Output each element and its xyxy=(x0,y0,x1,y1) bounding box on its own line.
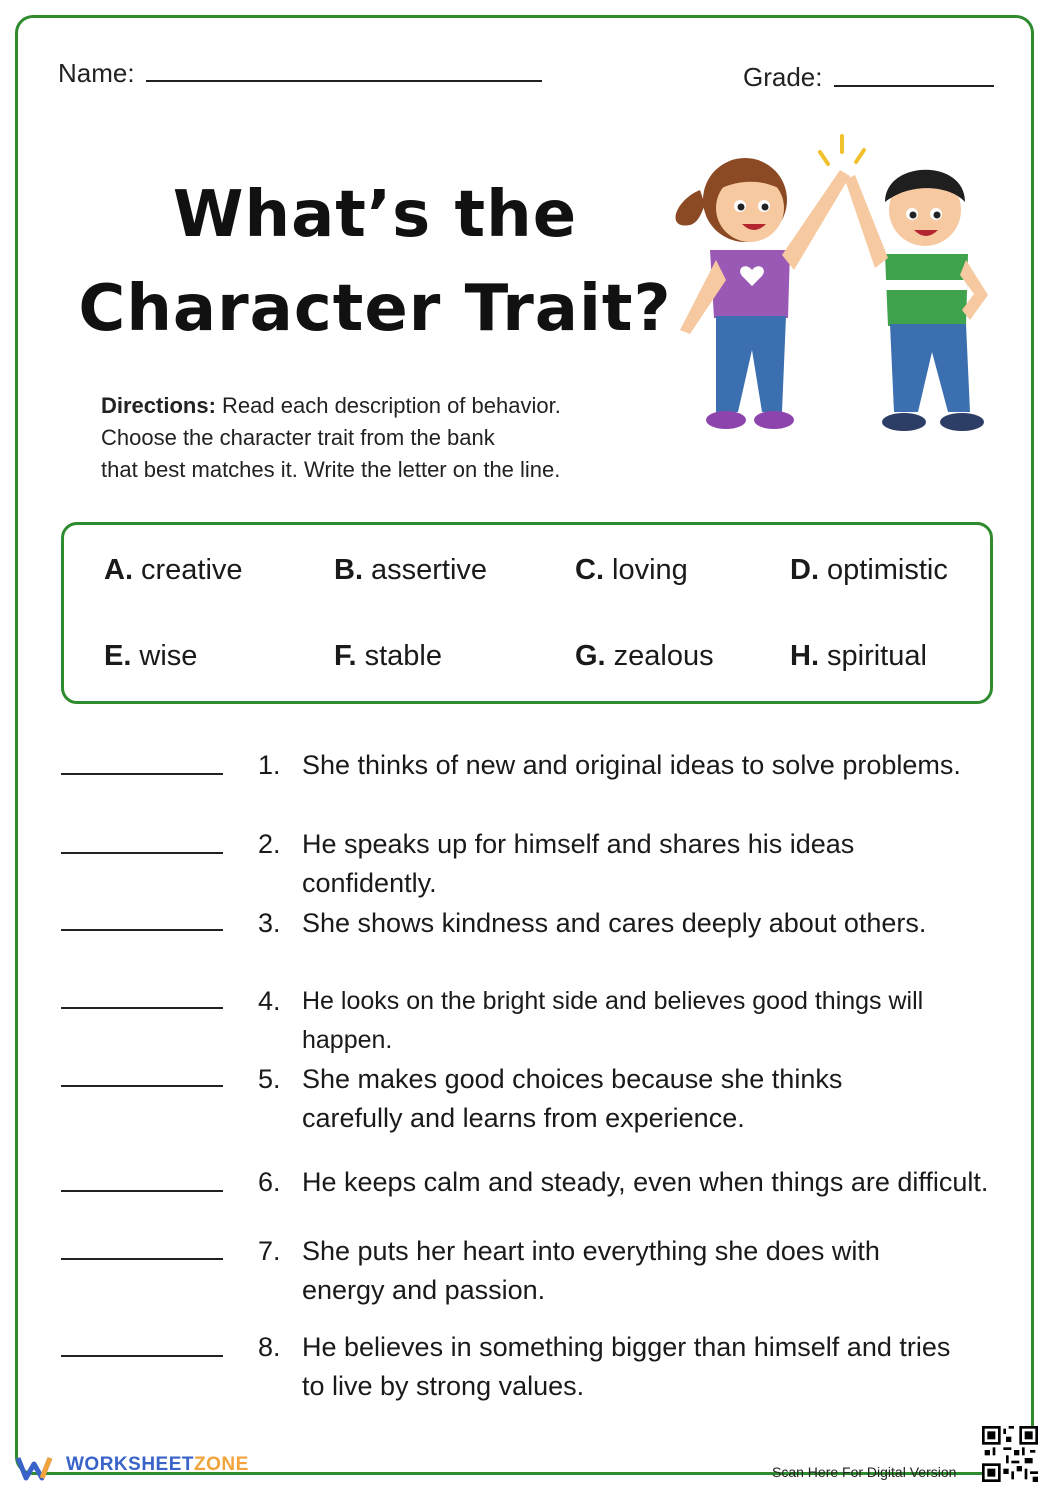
question-8: 8. He believes in something bigger than himself and tries to live by strong values. xyxy=(258,1332,951,1401)
answer-line-7[interactable] xyxy=(61,1258,223,1260)
answer-line-3[interactable] xyxy=(61,929,223,931)
question-7: 7. She puts her heart into everything she does with energy and passion. xyxy=(258,1236,880,1305)
answer-line-8[interactable] xyxy=(61,1355,223,1357)
name-field-line[interactable] xyxy=(146,80,542,82)
page-title xyxy=(70,168,680,356)
title-line-1: What’s the xyxy=(172,178,578,252)
word-bank-option-d: D. optimistic xyxy=(790,554,948,586)
word-bank-option-c: C. loving xyxy=(575,554,688,586)
word-bank-option-g: G. zealous xyxy=(575,640,714,672)
kids-high-five-illustration xyxy=(670,130,1000,460)
directions-line-1: Read each description of behavior. xyxy=(222,393,561,418)
word-bank xyxy=(61,522,993,704)
word-bank-option-e: E. wise xyxy=(104,640,198,672)
directions-label: Directions: xyxy=(101,393,216,418)
brand-logo-text: WORKSHEETZONE xyxy=(66,1454,249,1475)
question-3: 3. She shows kindness and cares deeply about others. xyxy=(258,908,927,938)
directions xyxy=(101,390,661,486)
word-bank-option-f: F. stable xyxy=(334,640,442,672)
name-label: Name: xyxy=(58,58,135,88)
boy-figure xyxy=(845,170,988,431)
directions-line-2: Choose the character trait from the bank xyxy=(101,425,495,450)
answer-line-6[interactable] xyxy=(61,1190,223,1192)
word-bank-option-b: B. assertive xyxy=(334,554,488,586)
word-bank-option-h: H. spiritual xyxy=(790,640,927,672)
grade-field-line[interactable] xyxy=(834,85,994,87)
girl-figure xyxy=(676,158,850,429)
question-5: 5. She makes good choices because she thinks carefully and learns from experience. xyxy=(258,1064,843,1133)
answer-line-5[interactable] xyxy=(61,1085,223,1087)
question-1: 1. She thinks of new and original ideas to solve problems. xyxy=(258,750,961,780)
grade-label: Grade: xyxy=(743,62,823,92)
answer-line-1[interactable] xyxy=(61,773,223,775)
answer-line-4[interactable] xyxy=(61,1007,223,1009)
scan-caption: Scan Here For Digital Version xyxy=(772,1464,957,1480)
answer-line-2[interactable] xyxy=(61,852,223,854)
title-line-2: Character Trait? xyxy=(78,272,672,346)
question-2: 2. He speaks up for himself and shares his ideas confidently. xyxy=(258,829,855,898)
qr-code-icon[interactable] xyxy=(982,1426,1038,1482)
question-6: 6. He keeps calm and steady, even when things are difficult. xyxy=(258,1167,989,1197)
worksheetzone-logo-icon xyxy=(16,1452,60,1482)
word-bank-option-a: A. creative xyxy=(104,554,243,586)
directions-line-3: that best matches it. Write the letter on the line. xyxy=(101,457,561,482)
question-4: 4. He looks on the bright side and believes good things will happen. xyxy=(258,986,924,1054)
